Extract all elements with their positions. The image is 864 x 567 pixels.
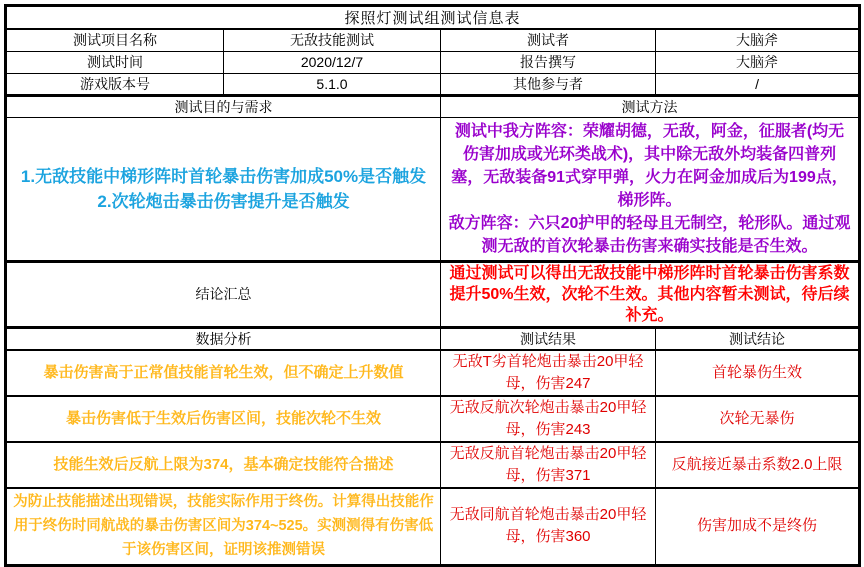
analysis-cell: 为防止技能描述出现错误，技能实际作用于终伤。计算得出技能作用于终伤时同航战的暴击伤害区间为374~525。实测测得有伤害低于该伤害区间，证明该推测错误 (6, 488, 441, 566)
data-row-4 (6, 488, 860, 566)
info-label-participants: 其他参与者 (441, 73, 656, 95)
section-header-purpose: 测试目的与需求 (6, 95, 441, 117)
report-title: 探照灯测试组测试信息表 (6, 6, 860, 30)
title-row (6, 6, 860, 30)
test-info-table (4, 4, 861, 567)
method-paragraph-1: 测试中我方阵容：荣耀胡德，无敌，阿金，征服者(均无伤害加成或光环类战术)，其中除无敌外均装备四普列塞，无敌装备91式穿甲弹，火力在阿金加成后为199点，梯形阵。 (451, 122, 848, 209)
info-row-date (6, 51, 860, 73)
info-label-report-writer: 报告撰写 (441, 51, 656, 73)
result-cell: 无敌反航首轮炮击暴击20甲轻母，伤害371 (441, 442, 656, 488)
conclusion-cell: 反航接近暴击系数2.0上限 (656, 442, 860, 488)
analysis-cell: 暴击伤害低于生效后伤害区间，技能次轮不生效 (6, 396, 441, 442)
data-row-3 (6, 442, 860, 488)
section-header-row (6, 95, 860, 117)
info-value-report-writer: 大脑斧 (656, 51, 860, 73)
info-label-project-name: 测试项目名称 (6, 29, 224, 51)
info-row-project (6, 29, 860, 51)
result-cell: 无敌同航首轮炮击暴击20甲轻母，伤害360 (441, 488, 656, 566)
summary-row (6, 261, 860, 327)
purpose-method-row (6, 117, 860, 261)
data-header-row (6, 327, 860, 350)
info-value-tester: 大脑斧 (656, 29, 860, 51)
info-value-game-version: 5.1.0 (224, 73, 441, 95)
method-cell (441, 117, 860, 261)
method-paragraph-2: 敌方阵容：六只20护甲的轻母且无制空，轮形队。通过观测无敌的首次轮暴击伤害来确实技能是否生效。 (448, 214, 851, 255)
data-row-2 (6, 396, 860, 442)
info-value-participants: / (656, 73, 860, 95)
data-header-analysis: 数据分析 (6, 327, 441, 350)
conclusion-cell: 首轮暴伤生效 (656, 350, 860, 396)
info-value-project-name: 无敌技能测试 (224, 29, 441, 51)
data-header-conclusion: 测试结论 (656, 327, 860, 350)
data-row-1 (6, 350, 860, 396)
info-label-test-date: 测试时间 (6, 51, 224, 73)
summary-label-cell: 结论汇总 (6, 261, 441, 327)
info-label-game-version: 游戏版本号 (6, 73, 224, 95)
conclusion-cell: 伤害加成不是终伤 (656, 488, 860, 566)
info-label-tester: 测试者 (441, 29, 656, 51)
analysis-cell: 技能生效后反航上限为374，基本确定技能符合描述 (6, 442, 441, 488)
purpose-line-2: 2.次轮炮击暴击伤害提升是否触发 (97, 191, 350, 211)
result-cell: 无敌反航次轮炮击暴击20甲轻母，伤害243 (441, 396, 656, 442)
data-header-result: 测试结果 (441, 327, 656, 350)
purpose-cell (6, 117, 441, 261)
info-row-version (6, 73, 860, 95)
result-cell: 无敌T劣首轮炮击暴击20甲轻母，伤害247 (441, 350, 656, 396)
purpose-line-1: 1.无敌技能中梯形阵时首轮暴击伤害加成50%是否触发 (20, 166, 427, 186)
section-header-method: 测试方法 (441, 95, 860, 117)
analysis-cell: 暴击伤害高于正常值技能首轮生效，但不确定上升数值 (6, 350, 441, 396)
conclusion-cell: 次轮无暴伤 (656, 396, 860, 442)
info-value-test-date: 2020/12/7 (224, 51, 441, 73)
summary-text-cell: 通过测试可以得出无敌技能中梯形阵时首轮暴击伤害系数提升50%生效，次轮不生效。其他内容暂未测试，待后续补充。 (441, 261, 860, 327)
